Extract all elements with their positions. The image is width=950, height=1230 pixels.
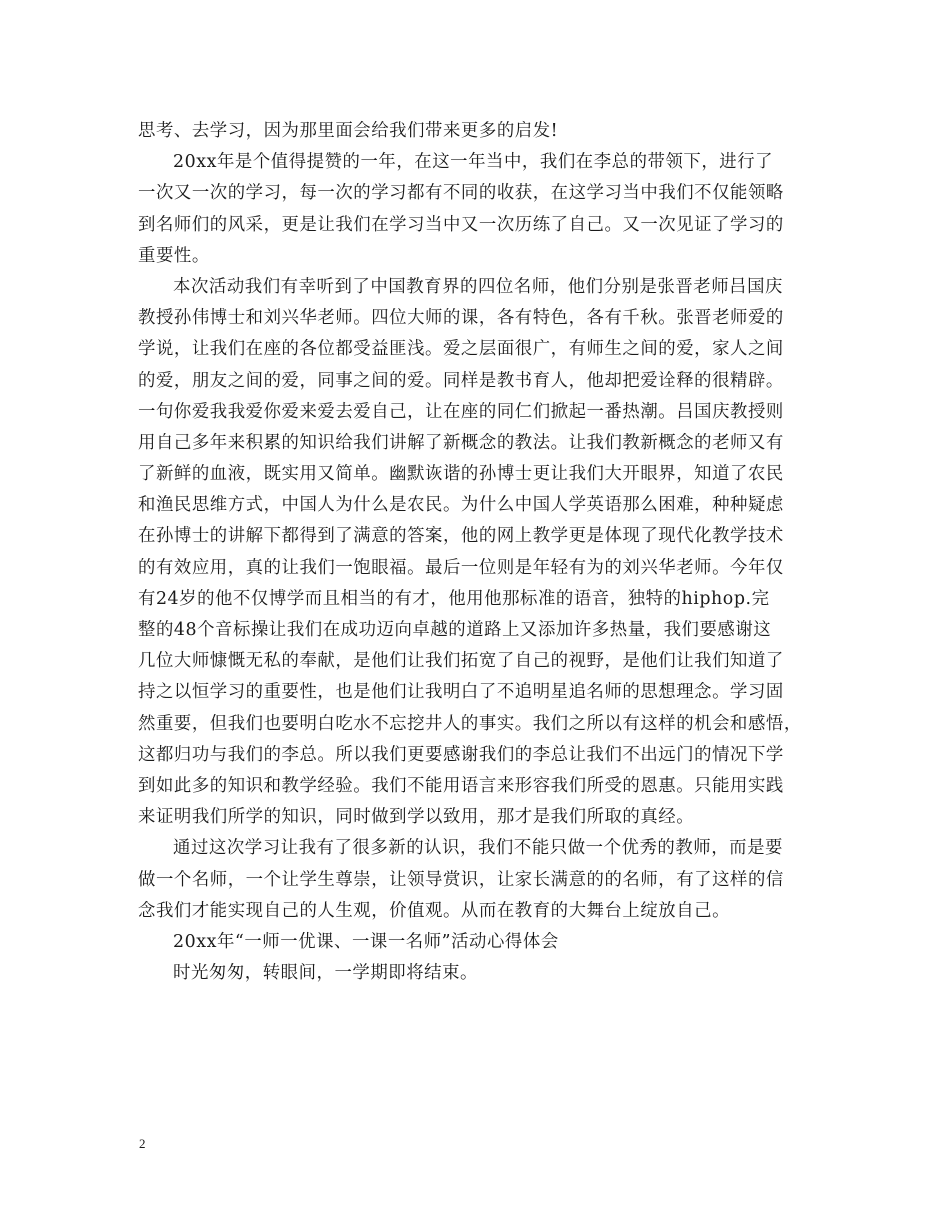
text-line: 20xx年是个值得提赞的一年，在这一年当中，我们在李总的带领下，进行了 xyxy=(173,152,774,173)
text-line: 整的48个音标操让我们在成功迈向卓越的道路上又添加许多热量，我们要感谢这 xyxy=(138,620,772,640)
text-line: 这都归功与我们的李总。所以我们更要感谢我们的李总让我们不出远门的情况下学 xyxy=(138,744,784,765)
text-line: 来证明我们所学的知识，同时做到学以致用，那才是我们所取的真经。 xyxy=(138,807,695,828)
text-line: 在孙博士的讲解下都得到了满意的答案，他的网上教学更是体现了现代化教学技术 xyxy=(138,526,784,547)
text-line: 时光匆匆，转眼间，一学期即将结束。 xyxy=(173,963,478,984)
text-line: 教授孙伟博士和刘兴华老师。四位大师的课，各有特色，各有千秋。张晋老师爱的 xyxy=(138,308,784,329)
text-line: 20xx年“一师一优课、一课一名师”活动心得体会 xyxy=(173,931,559,952)
text-line: 然重要，但我们也要明白吃水不忘挖井人的事实。我们之所以有这样的机会和感悟， xyxy=(138,713,802,734)
text-line: 的爱，朋友之间的爱，同事之间的爱。同样是教书育人，他却把爱诠释的很精辟。 xyxy=(138,370,784,391)
document-body xyxy=(138,116,828,989)
text-line: 思考、去学习，因为那里面会给我们带来更多的启发! xyxy=(138,121,559,141)
text-line: 到名师们的风采，更是让我们在学习当中又一次历练了自己。又一次见证了学习的 xyxy=(138,214,784,235)
text-line: 本次活动我们有幸听到了中国教育界的四位名师，他们分别是张晋老师吕国庆 xyxy=(173,276,783,297)
text-line: 做一个名师，一个让学生尊崇，让领导赏识，让家长满意的的名师，有了这样的信 xyxy=(138,869,784,890)
text-line: 了新鲜的血液，既实用又简单。幽默诙谐的孙博士更让我们大开眼界，知道了农民 xyxy=(138,464,784,485)
text-line: 几位大师慷慨无私的奉献，是他们让我们拓宽了自己的视野，是他们让我们知道了 xyxy=(138,651,784,672)
text-line: 的有效应用，真的让我们一饱眼福。最后一位则是年轻有为的刘兴华老师。今年仅 xyxy=(138,557,784,578)
text-line: 持之以恒学习的重要性，也是他们让我明白了不追明星追名师的思想理念。学习固 xyxy=(138,682,784,703)
text-line: 到如此多的知识和教学经验。我们不能用语言来形容我们所受的恩惠。只能用实践 xyxy=(138,775,784,796)
text-line: 重要性。 xyxy=(138,245,210,266)
text-line: 一句你爱我我爱你爱来爱去爱自己，让在座的同仁们掀起一番热潮。吕国庆教授则 xyxy=(138,401,784,422)
page-number: 2 xyxy=(139,1136,146,1151)
text-line: 通过这次学习让我有了很多新的认识，我们不能只做一个优秀的教师，而是要 xyxy=(173,838,783,859)
text-line: 有24岁的他不仅博学而且相当的有才，他用他那标准的语音，独特的hiphop.完 xyxy=(138,588,770,609)
text-line: 用自己多年来积累的知识给我们讲解了新概念的教法。让我们教新概念的老师又有 xyxy=(138,432,784,453)
text-line: 念我们才能实现自己的人生观，价值观。从而在教育的大舞台上绽放自己。 xyxy=(138,900,731,921)
text-line: 一次又一次的学习，每一次的学习都有不同的收获，在这学习当中我们不仅能领略 xyxy=(138,183,784,204)
text-line: 学说，让我们在座的各位都受益匪浅。爱之层面很广，有师生之间的爱，家人之间 xyxy=(138,339,784,360)
text-line: 和渔民思维方式，中国人为什么是农民。为什么中国人学英语那么困难，种种疑虑 xyxy=(138,495,784,516)
